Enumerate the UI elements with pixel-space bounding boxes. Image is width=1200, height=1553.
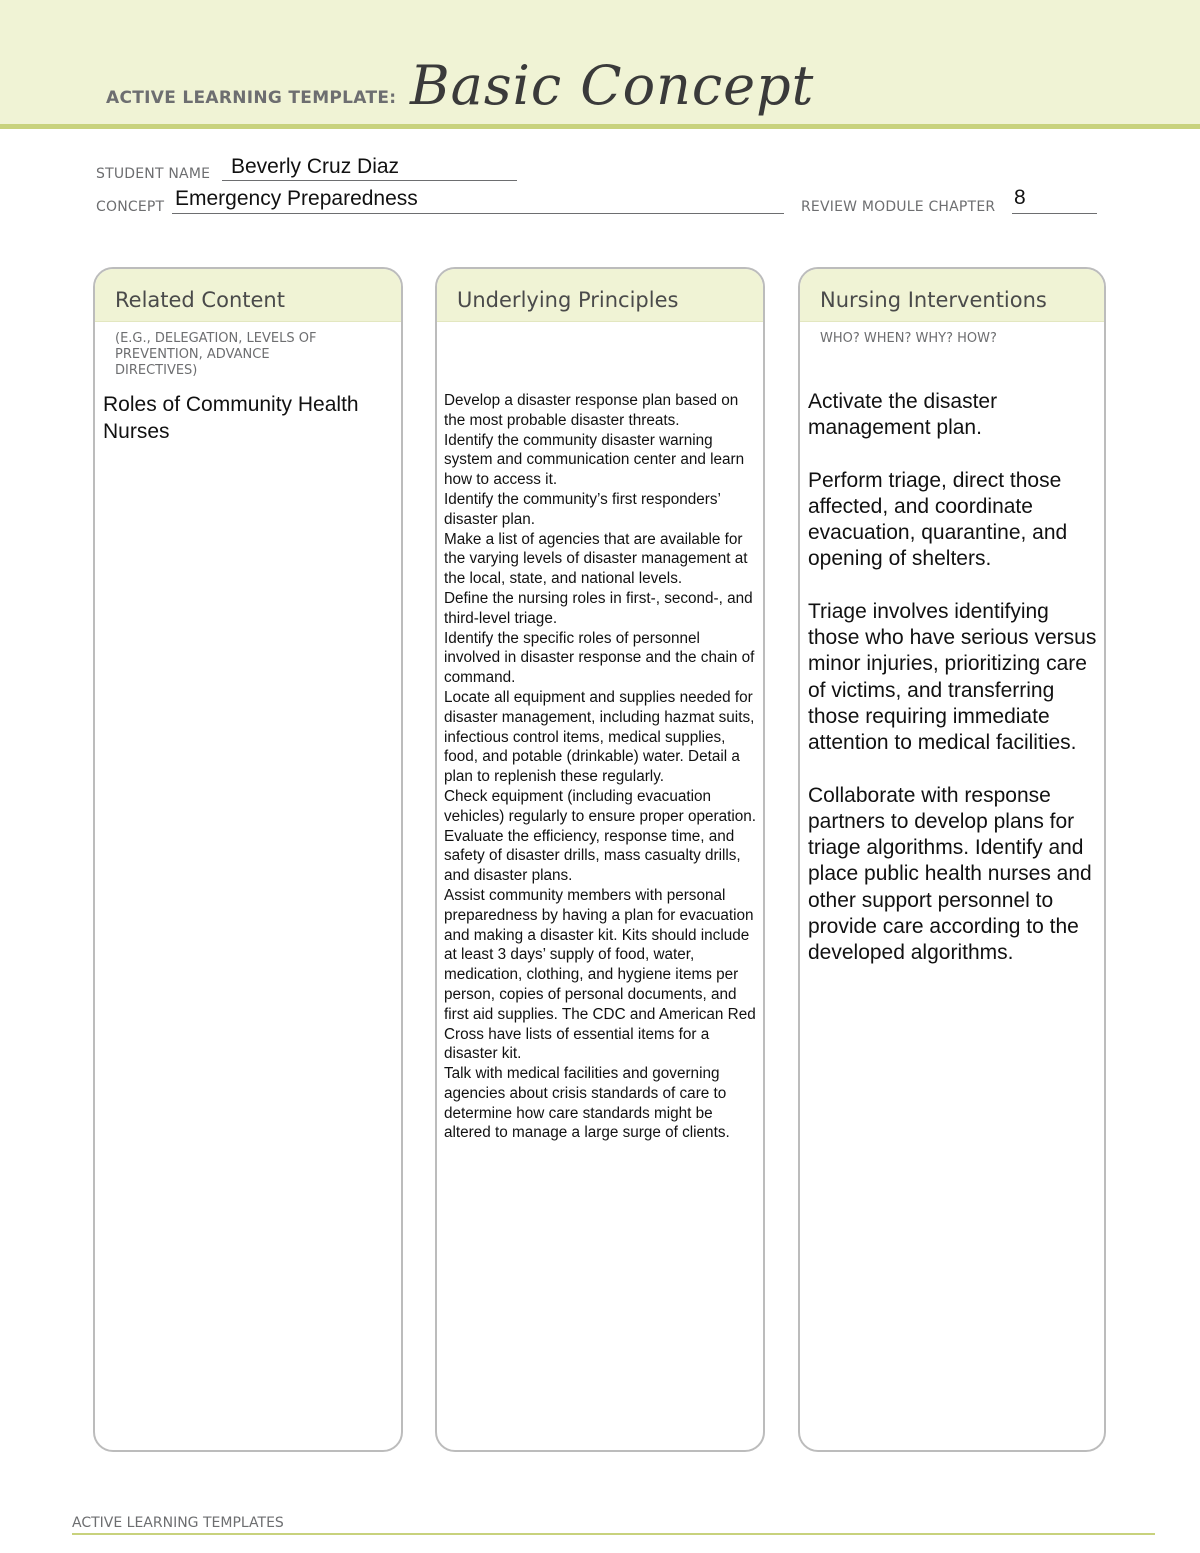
template-title: Basic Concept: [410, 54, 815, 117]
student-name-line: [222, 180, 517, 181]
intervention-paragraph: Collaborate with response partners to develop plans for triage algorithms. Identify and place public health nurses and other support personnel to provide care according to the developed algorithms.: [808, 783, 1092, 965]
intervention-paragraph: Perform triage, direct those affected, and coordinate evacuation, quarantine, and opening of shelters.: [808, 468, 1068, 571]
footer-label: ACTIVE LEARNING TEMPLATES: [72, 1515, 284, 1531]
concept-label: CONCEPT: [96, 199, 165, 215]
principle-item: Develop a disaster response plan based on the most probable disaster threats.: [444, 392, 739, 429]
related-content-title: Related Content: [115, 288, 285, 312]
principle-item: Talk with medical facilities and governing agencies about crisis standards of care to determine how care standards might be altered to manage a large surge of clients.: [444, 1065, 730, 1142]
principle-item: Locate all equipment and supplies needed for disaster management, including hazmat suits, infectious control items, medical supplies, food, and potable (drinkable) water. Detail a plan to replenish these regularly.: [444, 688, 755, 786]
intervention-paragraph: Activate the disaster management plan.: [808, 390, 998, 440]
principle-item: Identify the specific roles of personnel involved in disaster response and the chain of command.: [444, 629, 755, 687]
related-content-subtitle: (E.G., DELEGATION, LEVELS OF PREVENTION, ADVANCE DIRECTIVES): [115, 331, 317, 378]
underlying-principles-card: [435, 267, 765, 1452]
nursing-interventions-card: [798, 267, 1106, 1452]
nursing-interventions-title: Nursing Interventions: [820, 288, 1047, 312]
principle-item: Evaluate the efficiency, response time, and safety of disaster drills, mass casualty drills, and disaster plans.: [444, 827, 741, 885]
principle-item: Identify the community’s first responders’ disaster plan.: [444, 490, 721, 528]
principle-item: Check equipment (including evacuation vehicles) regularly to ensure proper operation.: [444, 787, 757, 825]
intervention-paragraph: Triage involves identifying those who have serious versus minor injuries, prioritizing care of victims, and transferring those requiring immediate attention to medical facilities.: [808, 599, 1097, 755]
student-name-value[interactable]: Beverly Cruz Diaz: [231, 155, 400, 178]
principle-item: Define the nursing roles in first-, second-, and third-level triage.: [444, 589, 753, 627]
header-rule: [0, 124, 1200, 129]
underlying-principles-title: Underlying Principles: [457, 288, 679, 312]
footer-rule: [72, 1533, 1155, 1535]
underlying-principles-list[interactable]: [444, 391, 759, 1143]
template-label: ACTIVE LEARNING TEMPLATE:: [106, 88, 397, 108]
related-content-card: [93, 267, 403, 1452]
principle-item: Make a list of agencies that are available for the varying levels of disaster management at the local, state, and national levels.: [444, 530, 748, 588]
related-content-text[interactable]: Roles of Community Health Nurses: [103, 393, 359, 443]
principle-item: Identify the community disaster warning system and communication center and learn how to access it.: [444, 431, 745, 489]
chapter-value[interactable]: 8: [1014, 186, 1026, 209]
concept-value[interactable]: Emergency Preparedness: [175, 187, 418, 210]
nursing-interventions-subtitle: WHO? WHEN? WHY? HOW?: [820, 331, 997, 346]
chapter-label: REVIEW MODULE CHAPTER: [801, 199, 996, 215]
principle-item: Assist community members with personal preparedness by having a plan for evacuation and making a disaster kit. Kits should include at least 3 days’ supply of food, water, medication, clothing, and hygiene items per person, copies of personal documents, and first aid supplies. The CDC and American Red Cross have lists of essential items for a disaster kit.: [444, 886, 756, 1063]
chapter-line: [1012, 213, 1097, 214]
student-name-label: STUDENT NAME: [96, 166, 211, 182]
nursing-interventions-text[interactable]: [808, 389, 1100, 993]
concept-line: [172, 213, 784, 214]
